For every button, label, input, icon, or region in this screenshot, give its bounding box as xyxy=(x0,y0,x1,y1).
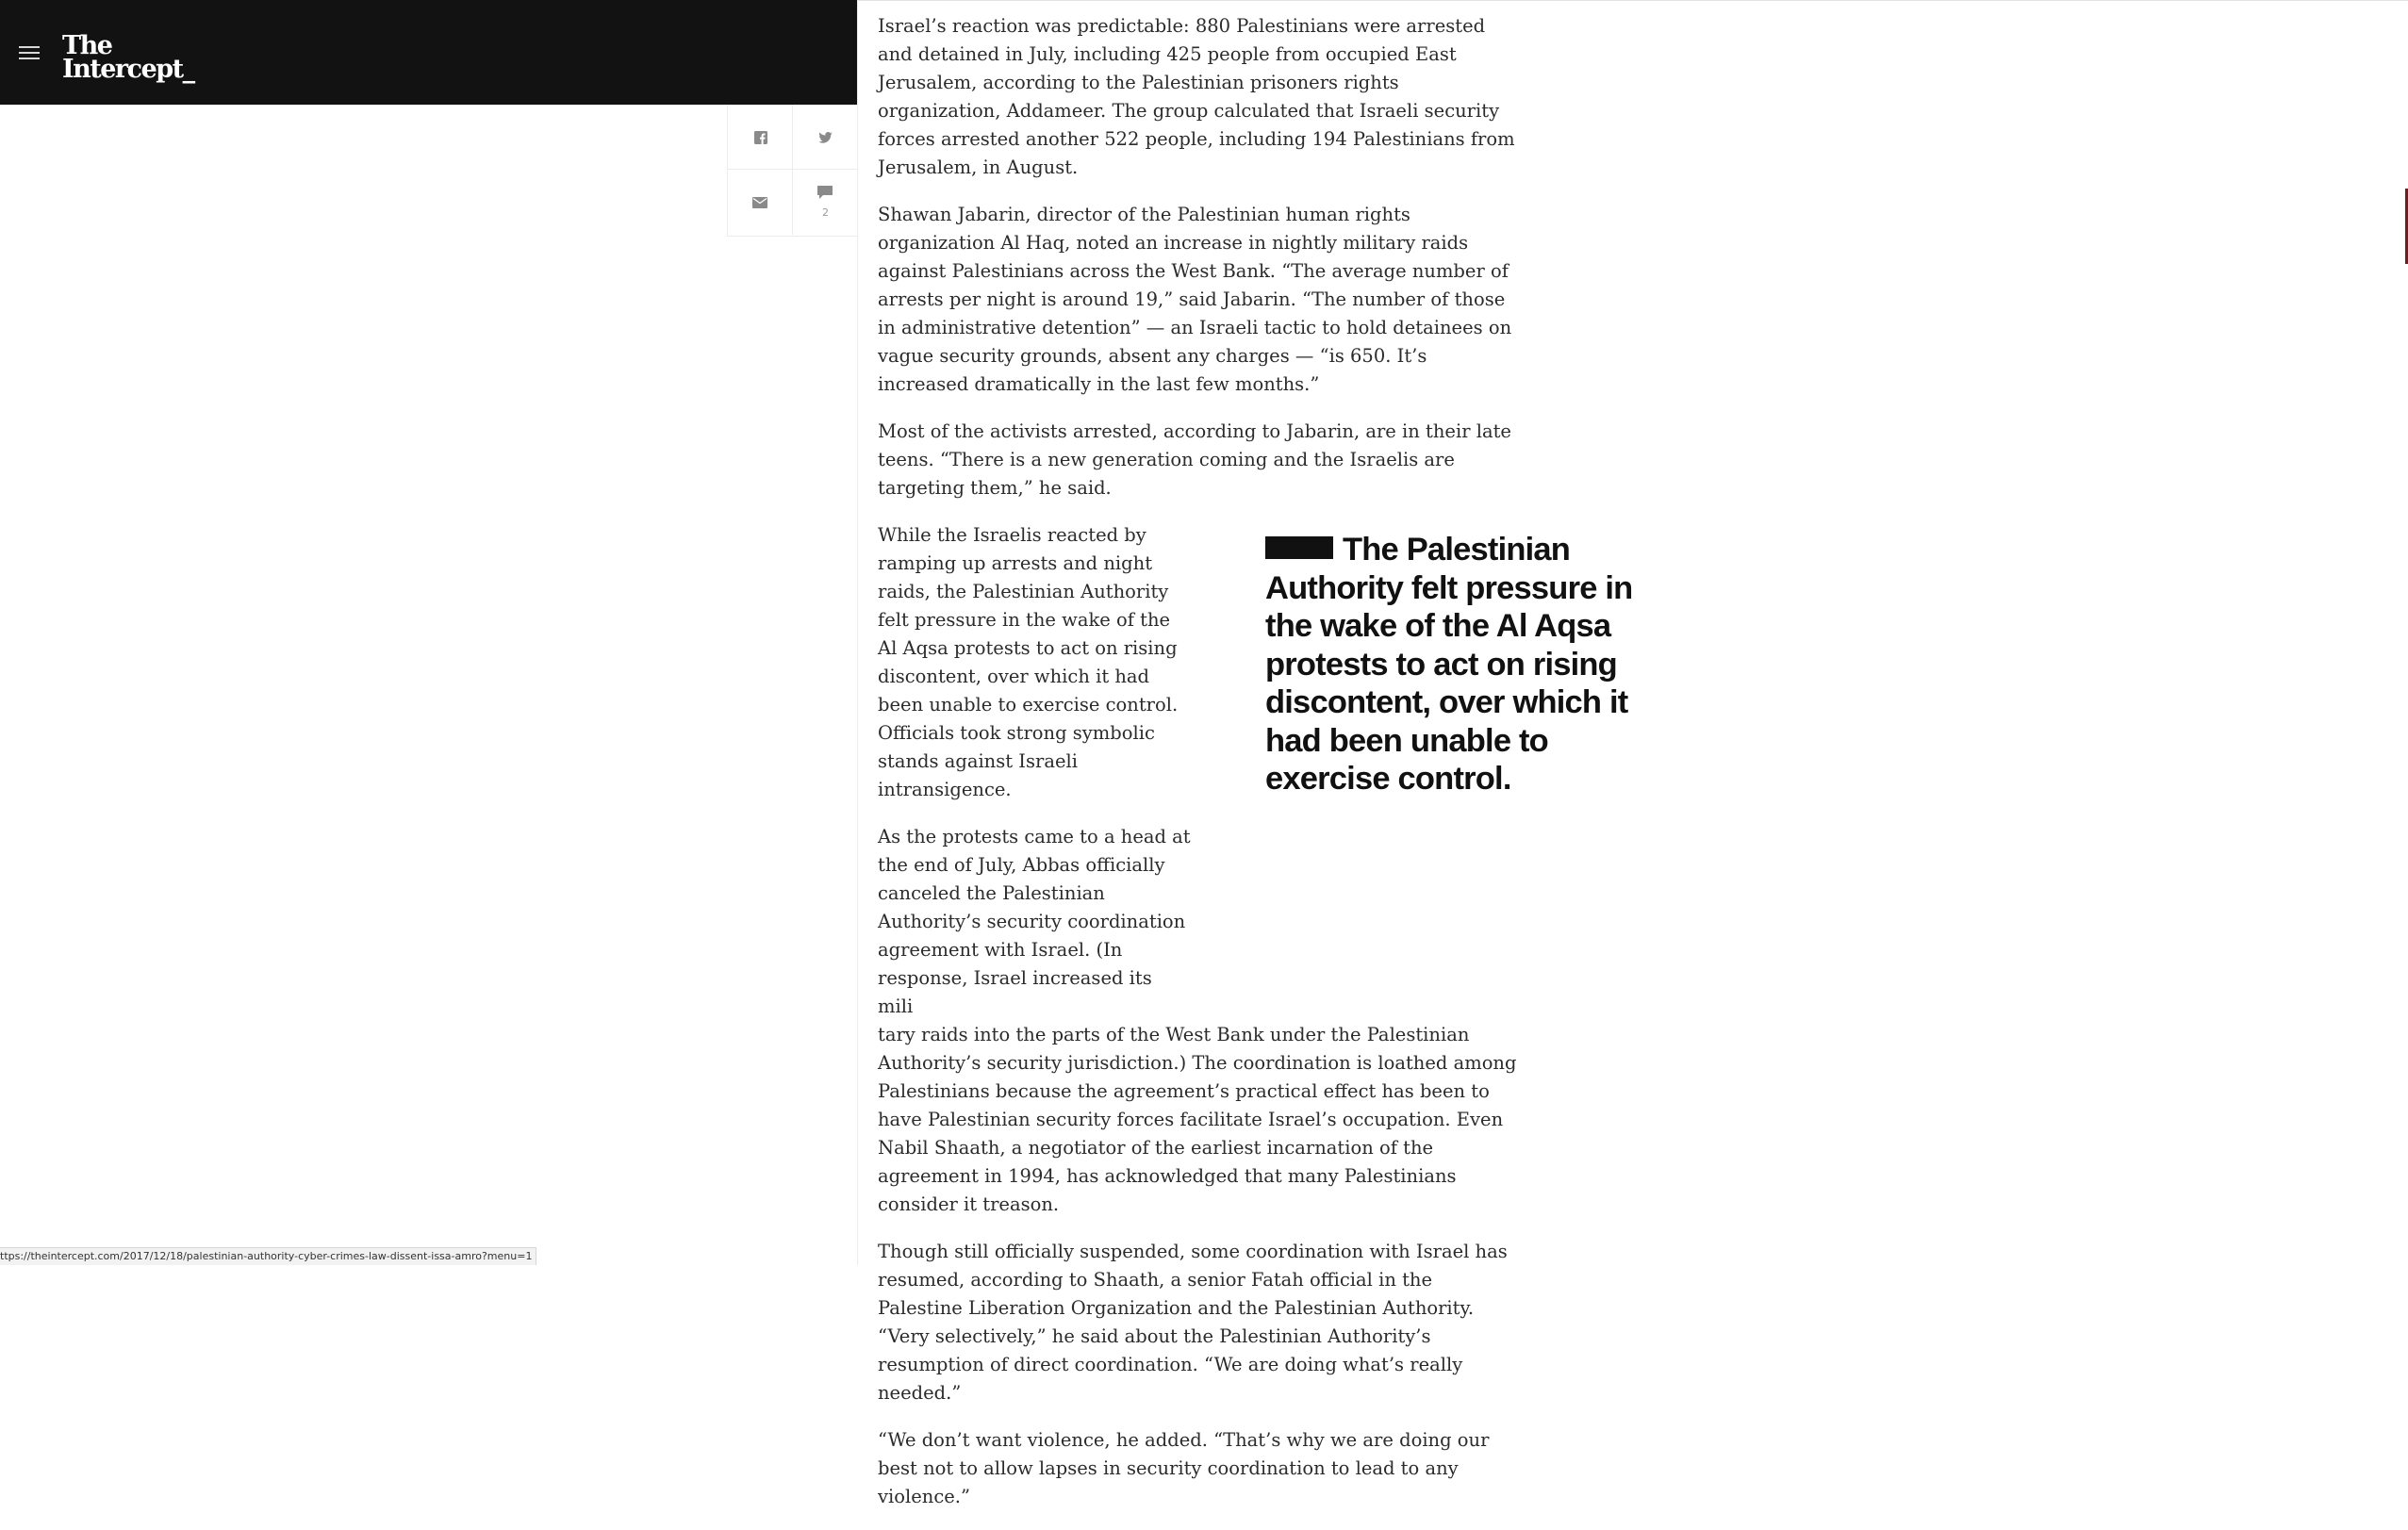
share-twitter-button[interactable] xyxy=(793,105,858,170)
email-icon xyxy=(752,197,767,208)
article-paragraph-part: As the protests came to a head at the end of July, Abbas officially canceled the Palestinian Authority’s security coordination agreement with Israel. (In response, Israel increased its mili xyxy=(878,826,1191,1017)
share-email-button[interactable] xyxy=(728,170,793,235)
pull-quote-text: The Palestinian Authority felt pressure in the wake of the Al Aqsa protests to act on rising discontent, over which it had been unable to exercise control. xyxy=(1265,532,1633,797)
article-paragraph: Israel’s reaction was predictable: 880 Palestinians were arrested and detained in July, including 425 people from occupied East Jerusalem, according to the Palestinian prisoners rights organization, Addameer. The group calculated that Israeli security forces arrested another 522 people, including 194 Palestinians from Jerusalem, in August. xyxy=(878,15,1515,178)
pull-quote-bar xyxy=(1265,536,1333,559)
comment-icon xyxy=(816,185,833,200)
top-divider xyxy=(857,0,2408,1)
article-paragraph-part: tary raids into the parts of the West Bank under the Palestinian Authority’s security jurisdiction.) The coordination is loathed among Palestinians because the agreement’s practical effect has been to have Palestinian security forces facilitate Israel’s occupation. Even Nabil Shaath, a negotiator of the earliest incarnation of the agreement in 1994, has acknowledged that many Palestinians consider it treason. xyxy=(878,1024,1517,1215)
browser-status-url: ttps://theintercept.com/2017/12/18/palestinian-authority-cyber-crimes-law-dissent-issa-amro?menu=1 xyxy=(0,1247,536,1265)
twitter-icon xyxy=(818,132,833,143)
comment-count: 2 xyxy=(822,206,829,219)
share-facebook-button[interactable] xyxy=(728,105,793,170)
site-logo[interactable] xyxy=(62,31,194,84)
comments-button[interactable] xyxy=(793,170,858,235)
article-paragraph: Though still officially suspended, some coordination with Israel has resumed, according to Shaath, a senior Fatah official in the Palestine Liberation Organization and the Palestinian Authority. “Very selectively,” he said about the Palestinian Authority’s resumption of direct coordination. “We are doing what’s really needed.” xyxy=(878,1241,1508,1404)
share-panel xyxy=(727,105,858,237)
pull-quote xyxy=(1265,531,1680,798)
article-paragraph: Shawan Jabarin, director of the Palestinian human rights organization Al Haq, noted an increase in nightly military raids against Palestinians across the West Bank. “The average number of arrests per night is around 19,” said Jabarin. “The number of those in administrative detention” — an Israeli tactic to hold detainees on vague security grounds, absent any charges — “is 650. It’s increased dramatically in the last few months.” xyxy=(878,204,1512,395)
facebook-icon xyxy=(754,131,767,144)
article-paragraph: “We don’t want violence, he added. “That’s why we are doing our best not to allow lapses in security coordination to lead to any violence.” xyxy=(878,1429,1490,1507)
hamburger-menu-icon[interactable] xyxy=(19,46,40,59)
logo-line-1: The xyxy=(62,31,112,60)
article-paragraph: While the Israelis reacted by ramping up arrests and night raids, the Palestinian Authority felt pressure in the wake of the Al Aqsa protests to act on rising discontent, over which it had been unable to exercise control. Officials took strong symbolic stands against Israeli intransigence. xyxy=(878,524,1179,800)
article-paragraph: Most of the activists arrested, according to Jabarin, are in their late teens. “There is a new generation coming and the Israelis are targeting them,” he said. xyxy=(878,420,1511,499)
logo-line-2: Intercept_ xyxy=(62,55,194,84)
site-header xyxy=(0,0,857,105)
article-paragraph xyxy=(878,823,1523,1219)
